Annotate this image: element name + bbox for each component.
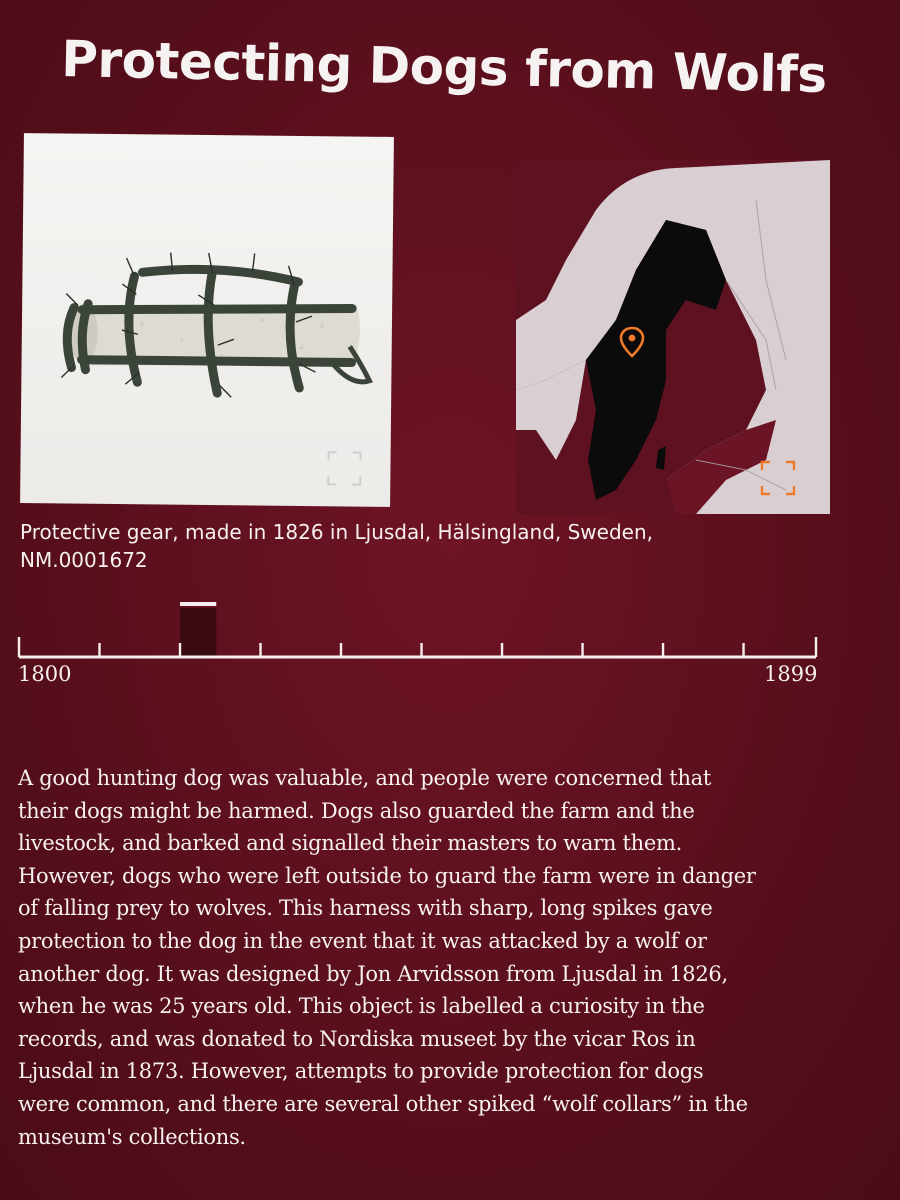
description-line: However, dogs who were left outside to guard the farm were in danger — [18, 863, 756, 888]
description-line: protection to the dog in the event that it was attacked by a wolf or — [18, 928, 707, 953]
page-title: Protecting Dogs from Wolfs — [60, 30, 828, 105]
timeline-marker-cap — [180, 602, 216, 606]
object-photo[interactable] — [20, 133, 394, 507]
location-map[interactable] — [516, 160, 830, 514]
expand-icon[interactable] — [760, 460, 796, 496]
description-line: when he was 25 years old. This object is labelled a curiosity in the — [18, 994, 705, 1019]
description-line: Ljusdal in 1873. However, attempts to provide protection for dogs — [18, 1059, 704, 1084]
description-line: were common, and there are several other spiked “wolf collars” in the — [18, 1091, 748, 1116]
description-line: museum's collections. — [18, 1124, 246, 1149]
description-line: of falling prey to wolves. This harness with sharp, long spikes gave — [18, 896, 713, 921]
timeline-marker — [180, 608, 216, 657]
description-line: another dog. It was designed by Jon Arvidsson from Ljusdal in 1826, — [18, 961, 728, 986]
description-line: records, and was donated to Nordiska museet by the vicar Ros in — [18, 1026, 696, 1051]
timeline-end-label: 1899 — [764, 662, 818, 686]
description-line: A good hunting dog was valuable, and people were concerned that — [18, 766, 712, 790]
description-line: livestock, and barked and signalled their masters to warn them. — [18, 831, 682, 856]
timeline-axis — [16, 600, 821, 660]
year-timeline[interactable] — [16, 600, 821, 700]
caption-line: Protective gear, made in 1826 in Ljusdal, Hälsingland, Sweden, — [20, 520, 653, 544]
expand-icon[interactable] — [326, 450, 362, 486]
description-line: their dogs might be harmed. Dogs also guarded the farm and the — [18, 798, 695, 823]
catalog-number: NM.0001672 — [20, 548, 148, 572]
timeline-start-label: 1800 — [18, 662, 72, 686]
description-text — [18, 762, 818, 1153]
object-caption — [20, 518, 740, 574]
